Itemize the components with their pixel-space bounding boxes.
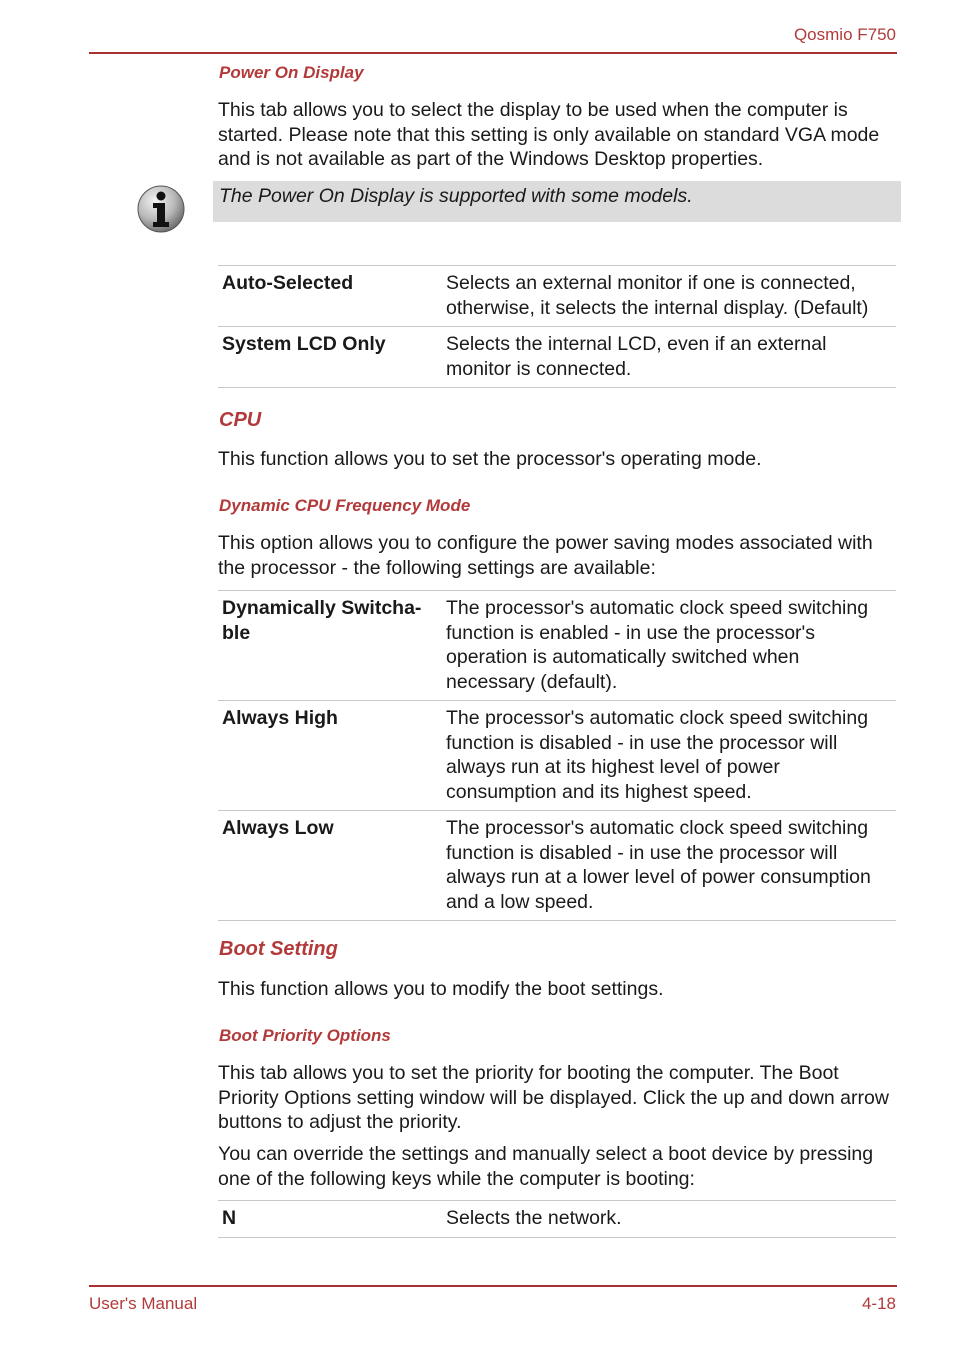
table-row (218, 327, 896, 388)
heading-boot-setting: Boot Setting (219, 938, 338, 960)
paragraph-cpu: This function allows you to set the processor's operating mode. (218, 448, 762, 470)
heading-cpu: CPU (219, 409, 262, 431)
paragraph-boot-priority-2: You can override the settings and manually select a boot device by pressing one of the following keys while the computer is booting: (218, 1143, 874, 1190)
table-row (218, 811, 896, 921)
option-description: Selects an external monitor if one is connected, otherwise, it selects the internal display. (Default) (442, 266, 896, 327)
table-dynamic-cpu (218, 590, 896, 921)
heading-power-on-display: Power On Display (219, 63, 364, 82)
option-description: The processor's automatic clock speed switching function is disabled - in use the processor will always run at its highest level of power consumption and its highest speed. (442, 701, 896, 811)
paragraph-boot-setting: This function allows you to modify the boot settings. (218, 978, 664, 1000)
footer-manual-title: User's Manual (89, 1294, 198, 1313)
note-box (213, 181, 901, 222)
table-boot-keys (218, 1200, 896, 1238)
footer-rule (89, 1285, 897, 1287)
table-row (218, 1201, 896, 1238)
table-row (218, 591, 896, 701)
option-description: The processor's automatic clock speed switching function is enabled - in use the processor's operation is automatically switched when necessary (default). (442, 591, 896, 701)
paragraph-power-on-display: This tab allows you to select the display to be used when the computer is started. Please note that this setting is only available on standard VGA mode and is not available as part of the Windows Desktop properties. (218, 99, 880, 170)
header-rule (89, 52, 897, 54)
option-name: N (218, 1201, 442, 1238)
footer-page-number: 4-18 (861, 1294, 896, 1313)
option-name: Always Low (218, 811, 442, 921)
option-name: System LCD Only (218, 327, 442, 388)
table-row (218, 701, 896, 811)
running-header-title: Qosmio F750 (793, 25, 896, 44)
heading-boot-priority-options: Boot Priority Options (219, 1026, 391, 1045)
info-icon (136, 184, 186, 234)
table-row (218, 266, 896, 327)
paragraph-boot-priority-1: This tab allows you to set the priority for booting the computer. The Boot Priority Options setting window will be displayed. Click the up and down arrow buttons to adjust the priority. (218, 1062, 889, 1133)
table-power-on-display (218, 265, 896, 388)
option-description: Selects the network. (442, 1201, 896, 1238)
paragraph-dynamic-cpu: This option allows you to configure the power saving modes associated with the processor - the following settings are available: (218, 532, 873, 579)
option-name: Dynamically Switcha- ble (218, 591, 442, 701)
heading-dynamic-cpu-frequency-mode: Dynamic CPU Frequency Mode (219, 496, 471, 515)
option-name: Always High (218, 701, 442, 811)
option-name: Auto-Selected (218, 266, 442, 327)
note-text: The Power On Display is supported with some models. (219, 185, 693, 207)
option-description: The processor's automatic clock speed switching function is disabled - in use the processor will always run at a lower level of power consumption and a low speed. (442, 811, 896, 921)
option-description: Selects the internal LCD, even if an external monitor is connected. (442, 327, 896, 388)
